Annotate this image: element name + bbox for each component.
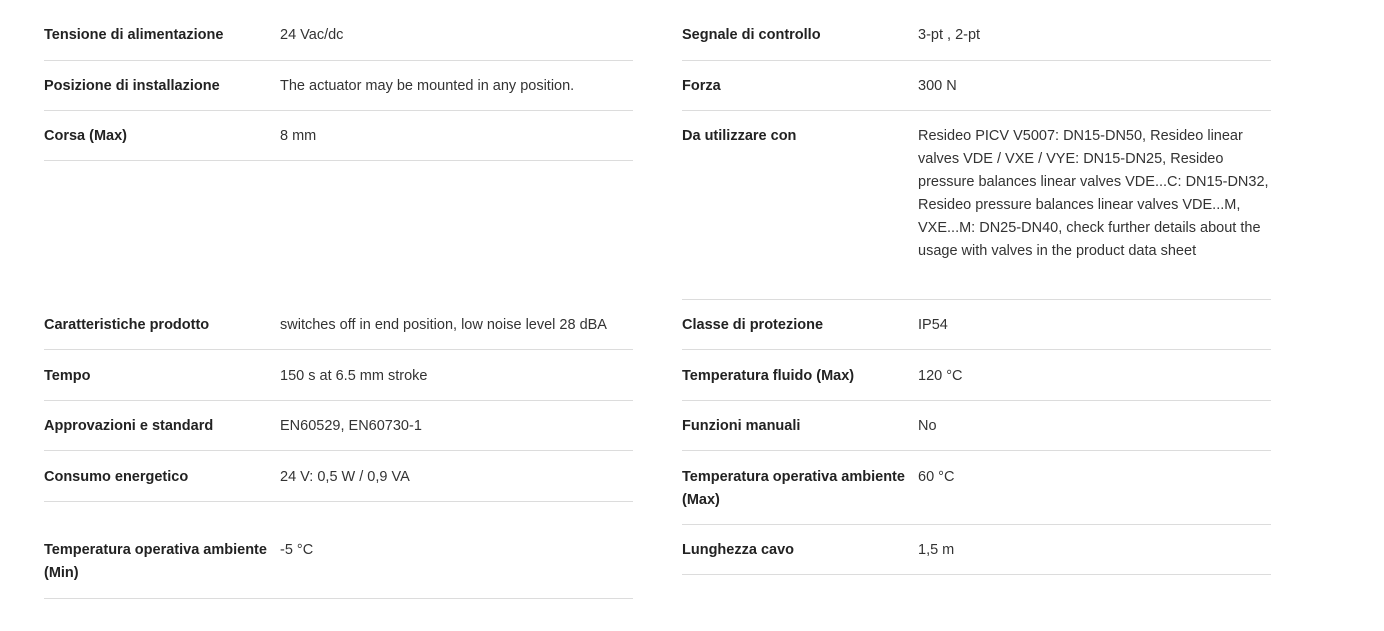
spec-row [44, 350, 633, 401]
spec-row [44, 400, 633, 451]
spec-label: Da utilizzare con [682, 128, 797, 144]
spec-value: 120 °C [918, 368, 963, 384]
spec-row [682, 451, 1271, 525]
spec-row [682, 350, 1271, 401]
spec-value: -5 °C [280, 542, 314, 558]
spec-label: Lunghezza cavo [682, 542, 794, 558]
spec-label: Temperatura fluido (Max) [682, 368, 855, 384]
spec-label: Consumo energetico [44, 469, 189, 485]
spec-row [44, 60, 633, 111]
spec-label: Tempo [44, 368, 91, 384]
spec-row [44, 299, 633, 350]
spec-value: switches off in end position, low noise level 28 dBA [280, 317, 607, 333]
spec-label: Segnale di controllo [682, 27, 821, 43]
spec-row [682, 60, 1271, 111]
spec-value: EN60529, EN60730-1 [280, 418, 422, 434]
spec-label: Temperatura operativa ambiente (Min) [44, 542, 267, 581]
spec-value: 300 N [918, 78, 957, 94]
spec-label: Tensione di alimentazione [44, 27, 224, 43]
spec-label: Forza [682, 78, 721, 94]
spec-row [44, 524, 633, 599]
spec-value: The actuator may be mounted in any position. [280, 78, 575, 94]
spec-label: Corsa (Max) [44, 128, 127, 144]
spec-row [682, 9, 1271, 61]
spec-value: IP54 [918, 317, 948, 333]
spec-label: Temperatura operativa ambiente (Max) [682, 469, 905, 508]
spec-row [44, 110, 633, 161]
spec-row [682, 299, 1271, 350]
spec-value: 3-pt , 2-pt [918, 27, 981, 43]
spec-value: Resideo PICV V5007: DN15-DN50, Resideo linear valves VDE / VXE / VYE: DN15-DN25, Resideo pressure balances linear valves VDE...C: DN15-DN32, Resideo pressure balances linear valves VDE...M, VXE...M: DN25-DN40, check further details about the usage with valves in the product data sheet [918, 128, 1269, 259]
spec-row [682, 400, 1271, 451]
spec-row [682, 110, 1271, 300]
spec-row [44, 451, 633, 502]
spec-value: 24 Vac/dc [280, 27, 344, 43]
spec-row [682, 524, 1271, 575]
spec-label: Approvazioni e standard [44, 418, 214, 434]
spec-value: 8 mm [280, 128, 317, 144]
spec-value: 150 s at 6.5 mm stroke [280, 368, 428, 384]
spec-label: Posizione di installazione [44, 78, 220, 94]
spec-value: 24 V: 0,5 W / 0,9 VA [280, 469, 410, 485]
spec-label: Funzioni manuali [682, 418, 801, 434]
spec-label: Caratteristiche prodotto [44, 317, 210, 333]
spec-value: No [918, 418, 937, 434]
spec-row [44, 9, 633, 61]
spec-value: 1,5 m [918, 542, 955, 558]
spec-value: 60 °C [918, 469, 955, 485]
spec-label: Classe di protezione [682, 317, 824, 333]
